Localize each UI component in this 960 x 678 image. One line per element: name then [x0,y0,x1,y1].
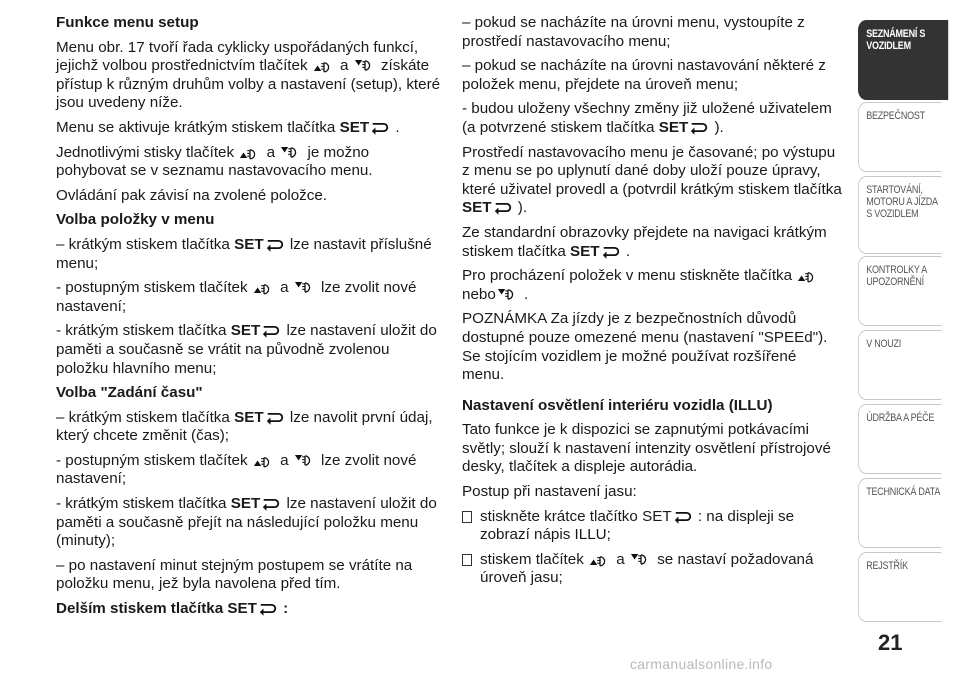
paragraph: Ze standardní obrazovky přejdete na navigaci krátkým stiskem tlačítka SET . [462,223,827,260]
up-lamp-icon [239,145,261,160]
up-lamp-icon [797,268,819,283]
right-column [462,14,842,594]
paragraph: – krátkým stiskem tlačítka SET lze nastavit příslušné menu; [56,235,432,272]
paragraph: – po nastavení minut stejným postupem se vrátíte na položku menu, jež byla navolena před tím. [56,556,413,593]
heading-interior-lighting: Nastavení osvětlení interiéru vozidla (ILLU) [462,396,773,414]
paragraph: – pokud se nacházíte na úrovni menu, vystoupíte z prostředí nastavovacího menu; [462,14,805,50]
paragraph: - krátkým stiskem tlačítka SET lze nastavení uložit do paměti a současně se vrátit na původně zvolenou položku hlavního menu; [56,322,437,377]
heading-menu-item-select: Volba položky v menu [56,211,215,229]
note-paragraph: POZNÁMKA Za jízdy je z bezpečnostních důvodů dostupné pouze omezené menu (nastavení "SPEEd"). Se stojícím vozidlem je možné používat rozšířené menu. [462,310,828,384]
paragraph: – krátkým stiskem tlačítka SET lze navolit první údaj, který chcete změnit (čas); [56,408,433,445]
tab-maintenance[interactable]: ÚDRŽBA A PÉČE [858,404,942,474]
down-lamp-icon [294,280,316,295]
list-item: stiskněte krátce tlačítko SET : na displeji se zobrazí nápis ILLU; [462,508,842,545]
paragraph: – pokud se nacházíte na úrovni nastavování některé z položek menu, přejdete na úroveň menu; [462,57,826,93]
chapter-tabs [858,0,960,678]
paragraph: - postupným stiskem tlačítek a lze zvolit nové nastavení; [56,451,417,488]
paragraph: Ovládání pak závisí na zvolené položce. [56,186,328,204]
set-return-icon [370,120,390,135]
up-lamp-icon [253,453,275,468]
paragraph: Pro procházení položek v menu stiskněte tlačítka nebo . [462,267,842,304]
set-return-icon [265,410,285,425]
set-return-icon [261,496,281,511]
checkbox-bullet-icon [462,511,472,523]
paragraph: - postupným stiskem tlačítek a lze zvolit nové nastavení; [56,279,417,315]
tab-starting-driving[interactable]: STARTOVÁNÍ, MOTORU A JÍZDA S VOZIDLEM [858,176,942,254]
paragraph: - krátkým stiskem tlačítka SET lze nastavení uložit do paměti a současně přejít na následující položku menu (minuty); [56,495,437,550]
watermark: carmanualsonline.info [630,656,773,672]
down-lamp-icon [280,145,302,160]
up-lamp-icon [589,552,611,567]
paragraph: Prostředí nastavovacího menu je časované; po výstupu z menu se po uplynutí dané doby uloží pouze úpravy, které uživatel provedl a (potvrdil krátkým stiskem tlačítka SET ). [462,143,842,217]
heading-long-press-set: Delším stiskem tlačítka SET : [56,600,289,618]
checkbox-bullet-icon [462,554,472,566]
set-return-icon [689,120,709,135]
down-lamp-icon [497,287,519,302]
paragraph: Postup při nastavení jasu: [462,483,637,501]
tab-technical-data[interactable]: TECHNICKÁ DATA [858,478,942,548]
down-lamp-icon [354,58,376,73]
tab-emergency[interactable]: V NOUZI [858,330,942,400]
tab-introduction[interactable]: SEZNÁMENÍ S VOZIDLEM [858,20,948,100]
set-return-icon [261,323,281,338]
up-lamp-icon [313,58,335,73]
list-item: stiskem tlačítek a se nastaví požadovaná úroveň jasu; [462,551,842,588]
paragraph: Tato funkce je k dispozici se zapnutými potkávacími světly; slouží k nastavení intenzity osvětlení přístrojové desky, tlačítek a displeje autorádia. [462,421,831,476]
heading-time-entry: Volba "Zadání času" [56,384,203,402]
paragraph: - budou uloženy všechny změny již uložené uživatelem (a potvrzené stiskem tlačítka SET ). [462,100,832,136]
set-return-icon [673,509,693,524]
tab-safety[interactable]: BEZPEČNOST [858,102,942,172]
heading-setup-menu: Funkce menu setup [56,14,199,31]
tab-warning-lights[interactable]: KONTROLKY A UPOZORNĚNÍ [858,256,942,326]
paragraph: Menu se aktivuje krátkým stiskem tlačítka SET . [56,118,400,136]
set-return-icon [258,601,278,616]
set-return-icon [493,200,513,215]
set-return-icon [601,244,621,259]
down-lamp-icon [294,453,316,468]
down-lamp-icon [630,552,652,567]
set-return-icon [265,237,285,252]
paragraph: Menu obr. 17 tvoří řada cyklicky uspořádaných funkcí, jejichž volbou prostřednictvím tlačítek a získáte přístup k různým druhům volby a nastavení (setup), které jsou uvedeny níže. [56,38,441,112]
tab-index[interactable]: REJSTŘÍK [858,552,942,622]
left-column [56,14,441,625]
up-lamp-icon [253,280,275,295]
page-number: 21 [878,630,903,655]
paragraph: Jednotlivými stisky tlačítek a je možno pohybovat se v seznamu nastavovacího menu. [56,143,373,180]
